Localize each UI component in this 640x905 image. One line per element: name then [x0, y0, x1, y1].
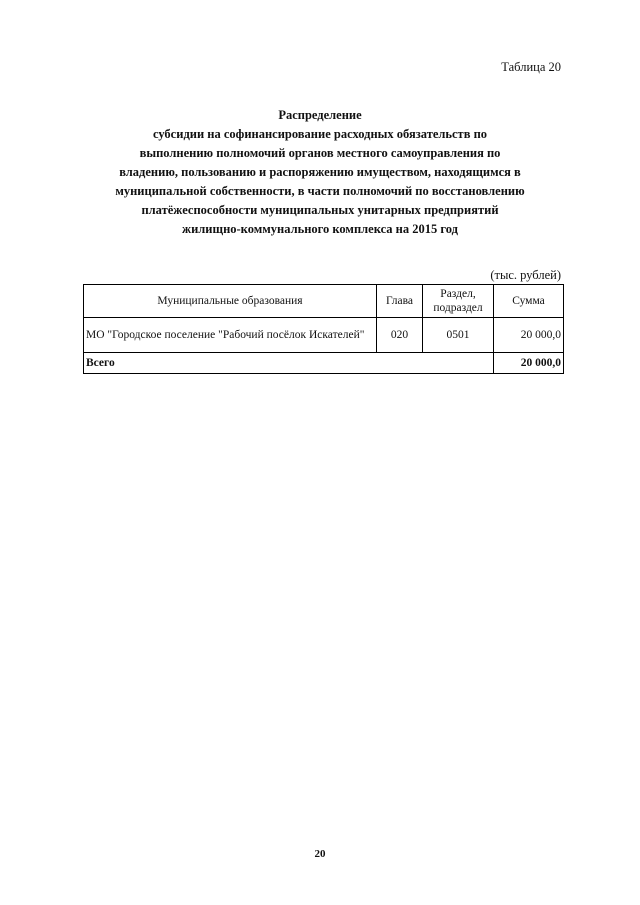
heading-line: платёжеспособности муниципальных унитарных предприятий: [141, 203, 499, 217]
header-section: Раздел, подраздел: [423, 285, 494, 318]
cell-section: 0501: [423, 318, 494, 353]
cell-municipality: МО "Городское поселение "Рабочий посёлок Искателей": [84, 318, 377, 353]
heading-line: выполнению полномочий органов местного самоуправления по: [139, 146, 501, 160]
heading-line: владению, пользованию и распоряжению имуществом, находящимся в: [119, 165, 521, 179]
cell-amount: 20 000,0: [494, 318, 564, 353]
header-chapter: Глава: [377, 285, 423, 318]
header-municipality: Муниципальные образования: [84, 285, 377, 318]
table-header-row: [84, 285, 564, 318]
units-label: (тыс. рублей): [490, 268, 561, 282]
header-amount: Сумма: [494, 285, 564, 318]
total-label: Всего: [84, 353, 494, 374]
total-row: [84, 353, 564, 374]
page-number: 20: [314, 848, 326, 860]
document-heading: [40, 106, 600, 239]
heading-line: жилищно-коммунального комплекса на 2015 год: [182, 222, 458, 236]
distribution-table: [83, 284, 564, 374]
table-number: Таблица 20: [501, 60, 561, 74]
heading-line: муниципальной собственности, в части полномочий по восстановлению: [115, 184, 525, 198]
heading-line: Распределение: [278, 108, 362, 122]
heading-line: субсидии на софинансирование расходных обязательств по: [152, 127, 488, 141]
table-row: [84, 318, 564, 353]
total-amount: 20 000,0: [494, 353, 564, 374]
cell-chapter: 020: [377, 318, 423, 353]
